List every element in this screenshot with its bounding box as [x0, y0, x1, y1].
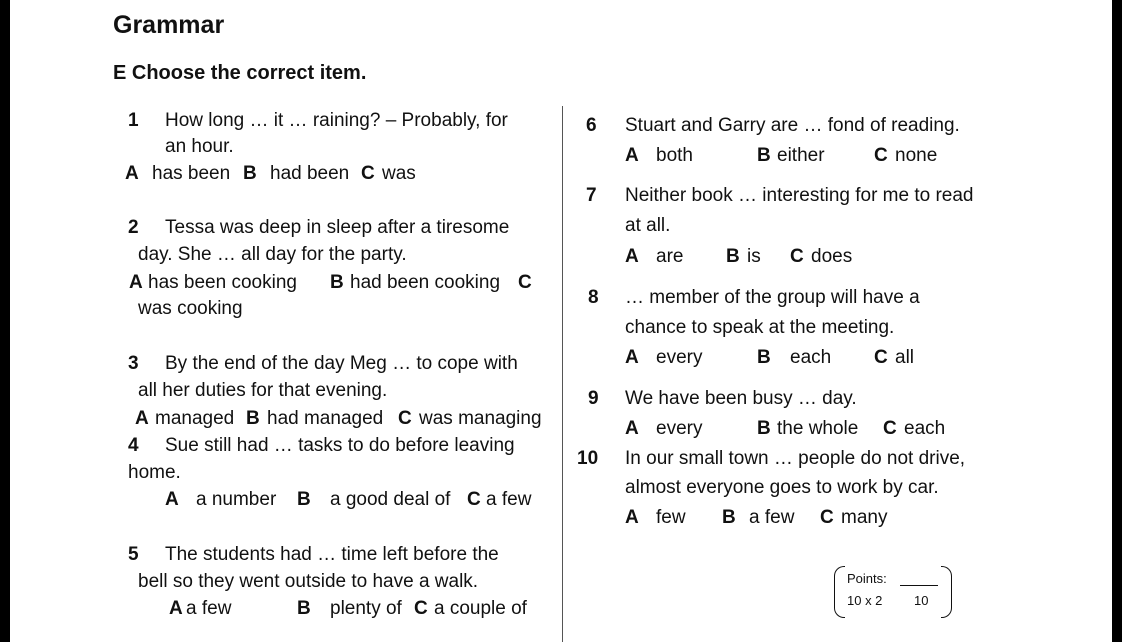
q4-option-b-letter: B	[297, 489, 311, 510]
worksheet-page	[10, 0, 1112, 642]
q6-option-c-letter: C	[874, 145, 888, 166]
q5-text: The students had … time left before the	[165, 544, 499, 565]
q1-option-a-letter: A	[125, 163, 139, 184]
q9-option-b-letter: B	[757, 418, 771, 439]
q7-option-b[interactable]: is	[747, 246, 761, 267]
q1-text: How long … it … raining? – Probably, for	[165, 110, 508, 131]
q4-option-c[interactable]: a few	[486, 489, 532, 510]
q5-option-b[interactable]: plenty of	[330, 598, 402, 619]
q1-option-b-letter: B	[243, 163, 257, 184]
q3-number: 3	[128, 353, 139, 374]
q4-option-a[interactable]: a number	[196, 489, 277, 510]
q10-number: 10	[577, 448, 599, 469]
q6-text: Stuart and Garry are … fond of reading.	[625, 115, 960, 136]
q7-text: Neither book … interesting for me to read	[625, 185, 974, 206]
q2-text: Tessa was deep in sleep after a tiresome	[165, 217, 510, 238]
q8-text: … member of the group will have a	[625, 287, 920, 308]
q8-option-a[interactable]: every	[656, 347, 703, 368]
q8-option-b-letter: B	[757, 347, 771, 368]
q5-option-b-letter: B	[297, 598, 311, 619]
q1-option-a[interactable]: has been	[152, 163, 231, 184]
q4-option-b[interactable]: a good deal of	[330, 489, 451, 510]
section-instruction: E Choose the correct item.	[113, 62, 367, 84]
q6-option-c[interactable]: none	[895, 145, 938, 166]
page-title: Grammar	[113, 11, 225, 39]
q10-option-a[interactable]: few	[656, 507, 686, 528]
q2-option-b-letter: B	[330, 272, 344, 293]
q3-option-b[interactable]: had managed	[267, 408, 384, 429]
q4-text-cont: home.	[128, 462, 181, 483]
q3-option-c[interactable]: was managing	[419, 408, 542, 429]
q6-option-a-letter: A	[625, 145, 639, 166]
q8-option-b[interactable]: each	[790, 347, 832, 368]
q8-text-cont: chance to speak at the meeting.	[625, 317, 895, 338]
left-bracket	[834, 566, 845, 618]
q7-option-c[interactable]: does	[811, 246, 853, 267]
q6-option-b-letter: B	[757, 145, 771, 166]
points-total: 10	[914, 593, 929, 608]
q4-text: Sue still had … tasks to do before leaving	[165, 435, 515, 456]
right-bracket	[941, 566, 952, 618]
q7-option-b-letter: B	[726, 246, 740, 267]
q9-number: 9	[588, 388, 599, 409]
q10-option-b[interactable]: a few	[749, 507, 795, 528]
q2-text-cont: day. She … all day for the party.	[138, 244, 407, 265]
q3-option-a[interactable]: managed	[155, 408, 235, 429]
q1-option-c[interactable]: was	[382, 163, 416, 184]
q2-option-a-letter: A	[129, 272, 143, 293]
q3-option-a-letter: A	[135, 408, 149, 429]
q5-option-a[interactable]: a few	[186, 598, 232, 619]
points-formula: 10 x 2	[847, 593, 883, 608]
q2-number: 2	[128, 217, 139, 238]
q2-option-c[interactable]: was cooking	[138, 298, 243, 319]
q1-option-c-letter: C	[361, 163, 375, 184]
q10-text: In our small town … people do not drive,	[625, 448, 966, 469]
q5-number: 5	[128, 544, 139, 565]
q9-option-a[interactable]: every	[656, 418, 703, 439]
q3-text: By the end of the day Meg … to cope with	[165, 353, 518, 374]
q6-option-b[interactable]: either	[777, 145, 825, 166]
q2-option-b[interactable]: had been cooking	[350, 272, 501, 293]
q2-option-c-letter: C	[518, 272, 532, 293]
q3-text-cont: all her duties for that evening.	[138, 380, 388, 401]
points-label: Points:	[847, 571, 887, 586]
q5-option-c[interactable]: a couple of	[434, 598, 527, 619]
q8-option-c[interactable]: all	[895, 347, 915, 368]
column-divider	[562, 106, 563, 642]
q10-option-c-letter: C	[820, 507, 834, 528]
q6-number: 6	[586, 115, 597, 136]
q8-option-c-letter: C	[874, 347, 888, 368]
q2-option-a[interactable]: has been cooking	[148, 272, 297, 293]
q7-option-a[interactable]: are	[656, 246, 684, 267]
q7-option-c-letter: C	[790, 246, 804, 267]
q5-text-cont: bell so they went outside to have a walk.	[138, 571, 479, 592]
q5-option-c-letter: C	[414, 598, 428, 619]
q7-text-cont: at all.	[625, 215, 671, 236]
points-blank-line	[900, 585, 938, 586]
q10-option-a-letter: A	[625, 507, 639, 528]
points-box	[834, 566, 952, 618]
q7-option-a-letter: A	[625, 246, 639, 267]
q3-option-c-letter: C	[398, 408, 412, 429]
q1-option-b[interactable]: had been	[270, 163, 350, 184]
q10-option-b-letter: B	[722, 507, 736, 528]
q6-option-a[interactable]: both	[656, 145, 693, 166]
q4-option-a-letter: A	[165, 489, 179, 510]
q9-option-c[interactable]: each	[904, 418, 946, 439]
q5-option-a-letter: A	[169, 598, 183, 619]
q9-option-c-letter: C	[883, 418, 897, 439]
q4-option-c-letter: C	[467, 489, 481, 510]
q10-text-cont: almost everyone goes to work by car.	[625, 477, 939, 498]
q9-text: We have been busy … day.	[625, 388, 857, 409]
q10-option-c[interactable]: many	[841, 507, 888, 528]
q4-number: 4	[128, 435, 139, 456]
q8-number: 8	[588, 287, 599, 308]
q8-option-a-letter: A	[625, 347, 639, 368]
q9-option-b[interactable]: the whole	[777, 418, 859, 439]
q1-number: 1	[128, 110, 139, 131]
q1-text-cont: an hour.	[165, 136, 234, 157]
q9-option-a-letter: A	[625, 418, 639, 439]
q7-number: 7	[586, 185, 597, 206]
q3-option-b-letter: B	[246, 408, 260, 429]
